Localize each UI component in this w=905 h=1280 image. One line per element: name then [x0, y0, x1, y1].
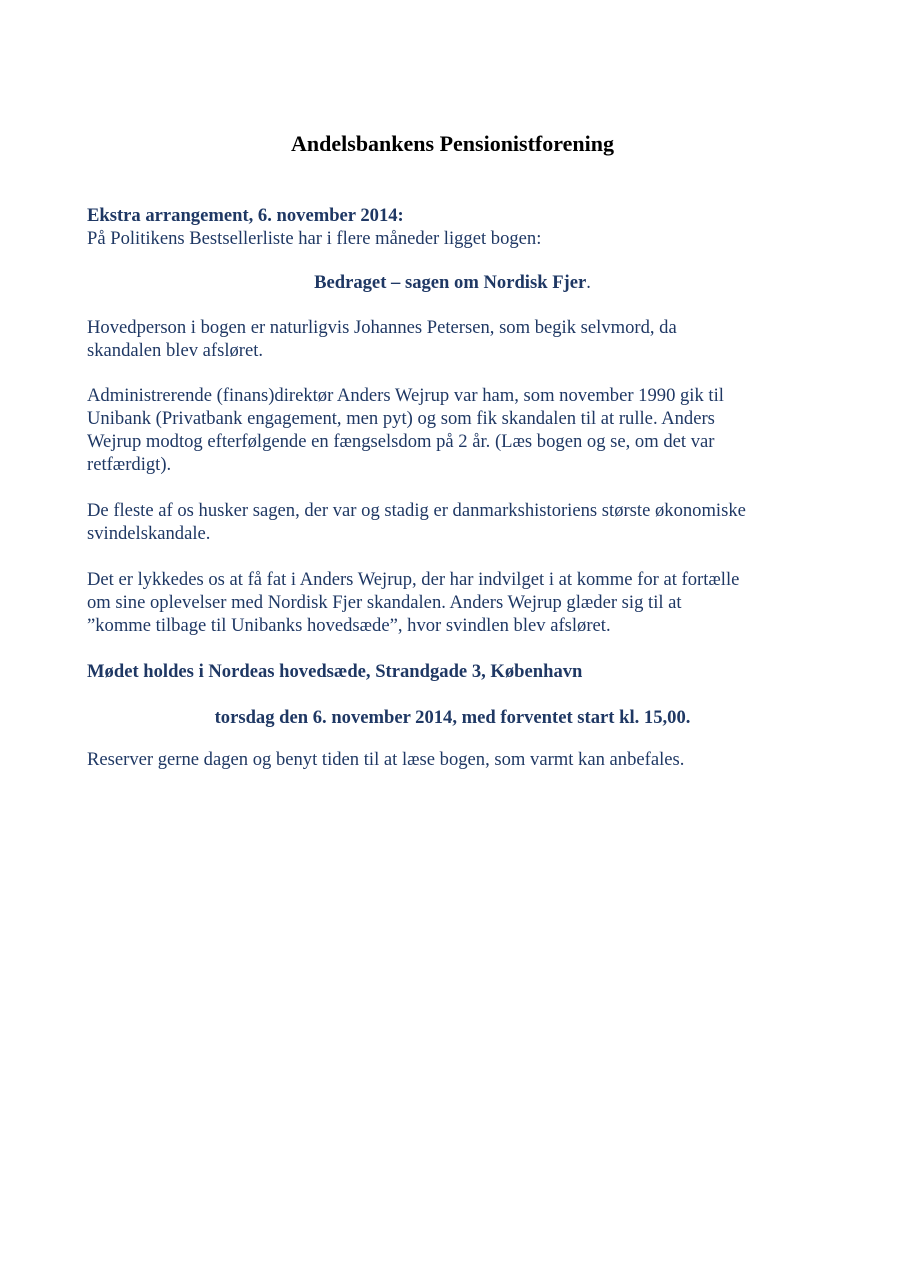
paragraph-line: Administrerende (finans)direktør Anders Wejrup var ham, som november 1990 gik til — [87, 385, 724, 406]
paragraph-line: ”komme tilbage til Unibanks hovedsæde”, hvor svindlen blev afsløret. — [87, 615, 611, 636]
book-title: Bedraget – sagen om Nordisk Fjer — [314, 272, 587, 293]
closing-text: Reserver gerne dagen og benyt tiden til at læse bogen, som varmt kan anbefales. — [87, 749, 685, 770]
book-title-line — [0, 271, 905, 294]
venue-text: Mødet holdes i Nordeas hovedsæde, Strandgade 3, København — [87, 661, 583, 682]
paragraph-2 — [87, 384, 827, 476]
paragraph-line: Hovedperson i bogen er naturligvis Johannes Petersen, som begik selvmord, da — [87, 317, 677, 338]
paragraph-3 — [87, 499, 827, 545]
intro-text: På Politikens Bestsellerliste har i flere måneder ligget bogen: — [87, 228, 542, 249]
paragraph-1 — [87, 316, 827, 362]
paragraph-4 — [87, 568, 827, 637]
paragraph-line: De fleste af os husker sagen, der var og stadig er danmarkshistoriens største økonomiske — [87, 500, 746, 521]
event-heading: Ekstra arrangement, 6. november 2014: — [87, 205, 404, 226]
closing-line — [87, 748, 827, 771]
book-title-suffix: . — [586, 272, 591, 293]
paragraph-line: retfærdigt). — [87, 454, 172, 475]
document-title: Andelsbankens Pensionistforening — [291, 131, 614, 156]
paragraph-line: Unibank (Privatbank engagement, men pyt) og som fik skandalen til at rulle. Anders — [87, 408, 715, 429]
date-line — [0, 706, 905, 729]
paragraph-line: Det er lykkedes os at få fat i Anders Wejrup, der har indvilget i at komme for at fortælle — [87, 569, 740, 590]
paragraph-line: Wejrup modtog efterfølgende en fængselsdom på 2 år. (Læs bogen og se, om det var — [87, 431, 715, 452]
venue-line — [87, 660, 827, 683]
paragraph-line: svindelskandale. — [87, 523, 211, 544]
paragraph-line: om sine oplevelser med Nordisk Fjer skandalen. Anders Wejrup glæder sig til at — [87, 592, 682, 613]
date-time-text: torsdag den 6. november 2014, med forventet start kl. 15,00. — [214, 707, 691, 728]
event-section — [87, 204, 827, 250]
paragraph-line: skandalen blev afsløret. — [87, 340, 264, 361]
